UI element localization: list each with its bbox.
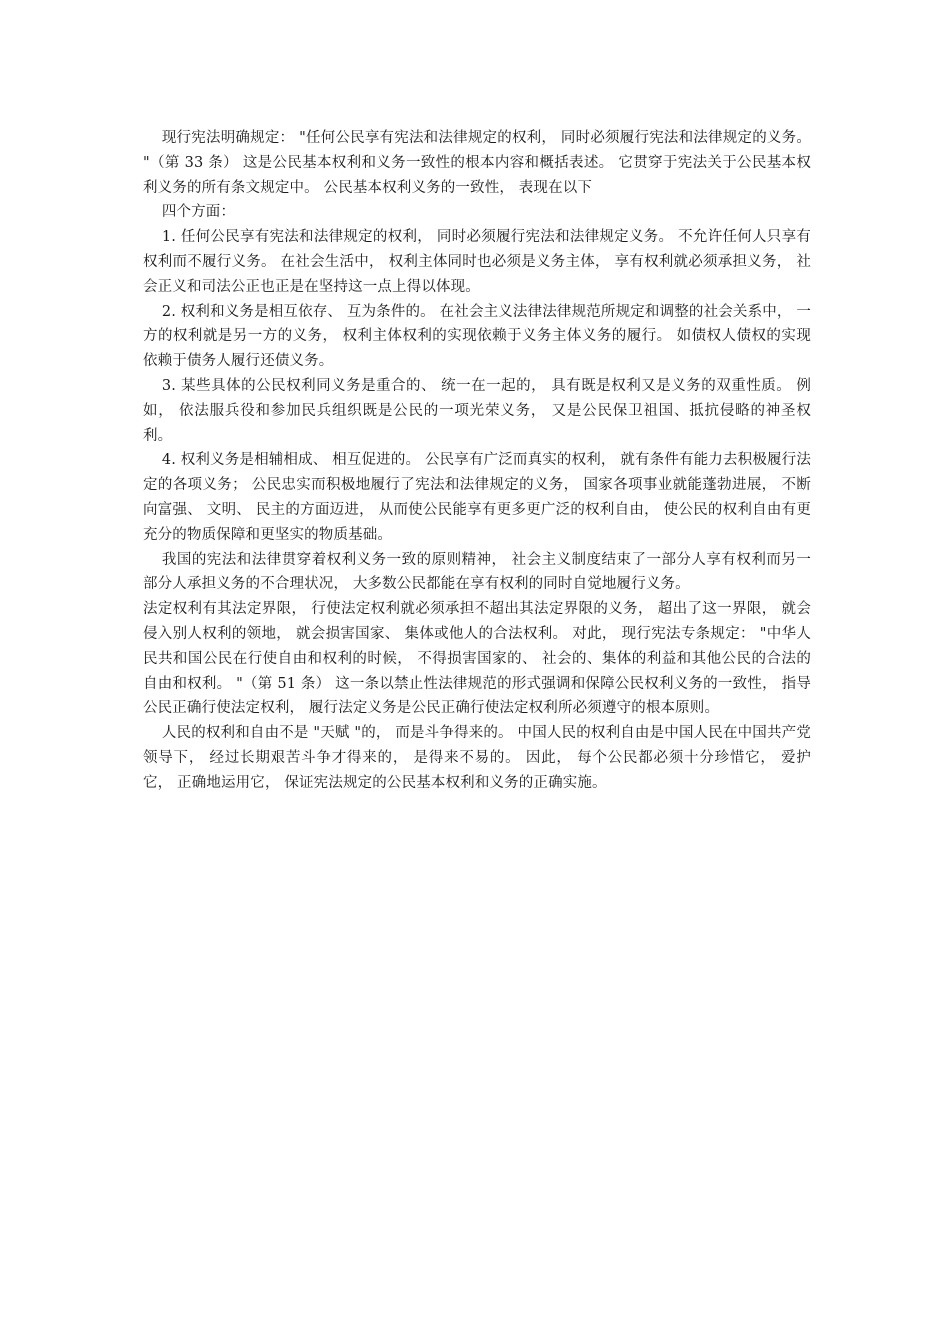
paragraph-conclusion: 人民的权利和自由不是 "天赋 "的， 而是斗争得来的。 中国人民的权利自由是中国人民在中国共产党领导下， 经过长期艰苦斗争才得来的， 是得来不易的。 因此， 每个公民都必须十分珍惜它， 爱护它， 正确地运用它， 保证宪法规定的公民基本权利和义务的正确实施。 — [143, 725, 811, 791]
paragraph-intro: 现行宪法明确规定： "任何公民享有宪法和法律规定的权利， 同时必须履行宪法和法律规定的义务。 "（第 33 条） 这是公民基本权利和义务一致性的根本内容和概括表述。 它贯穿于宪法关于公民基本权利义务的所有条文规定中。 公民基本权利义务的一致性， 表现在以下 — [143, 130, 811, 196]
paragraph-point-2: 2. 权利和义务是相互依存、 互为条件的。 在社会主义法律法律规范所规定和调整的社会关系中， 一方的权利就是另一方的义务， 权利主体权利的实现依赖于义务主体义务的履行。 如债权人债权的实现依赖于债务人履行还债义务。 — [143, 303, 811, 370]
paragraph-four-aspects: 四个方面： — [161, 204, 236, 221]
paragraph-point-4: 4. 权利义务是相辅相成、 相互促进的。 公民享有广泛而真实的权利， 就有条件有能力去积极履行法定的各项义务； 公民忠实而积极地履行了宪法和法律规定的义务， 国家各项事业就能蓬勃进展， 不断向富强、 文明、 民主的方面迈进， 从而使公民能享有更多更广泛的权利自由， 使公民的权利自由有更充分的物质保障和更坚实的物质基础。 — [143, 452, 811, 543]
paragraph-point-3: 3. 某些具体的公民权利同义务是重合的、 统一在一起的， 具有既是权利又是义务的双重性质。 例如， 依法服兵役和参加民兵组织既是公民的一项光荣义务， 又是公民保卫祖国、抵抗侵略的神圣权利。 — [143, 377, 811, 444]
document-body — [143, 126, 811, 796]
paragraph-principle: 我国的宪法和法律贯穿着权利义务一致的原则精神， 社会主义制度结束了一部分人享有权利而另一部分人承担义务的不合理状况， 大多数公民都能在享有权利的同时自觉地履行义务。 — [143, 551, 811, 593]
paragraph-point-1: 1. 任何公民享有宪法和法律规定的权利， 同时必须履行宪法和法律规定义务。 不允许任何人只享有权利而不履行义务。 在社会生活中， 权利主体同时也必须是义务主体， 享有权利就必须承担义务， 社会正义和司法公正也正是在坚持这一点上得以体现。 — [143, 229, 811, 295]
paragraph-legal-limits: 法定权利有其法定界限， 行使法定权利就必须承担不超出其法定界限的义务， 超出了这一界限， 就会侵入别人权利的领地， 就会损害国家、 集体或他人的合法权利。 对此， 现行宪法专条规定： "中华人民共和国公民在行使自由和权利的时候， 不得损害国家的、 社会的、集体的利益和其他公民的合法的自由和权利。 "（第 51 条） 这一条以禁止性法律规范的形式强调和保障公民权利义务的一致性， 指导公民正确行使法定权利， 履行法定义务是公民正确行使法定权利所必须遵守的根本原则。 — [143, 601, 811, 717]
